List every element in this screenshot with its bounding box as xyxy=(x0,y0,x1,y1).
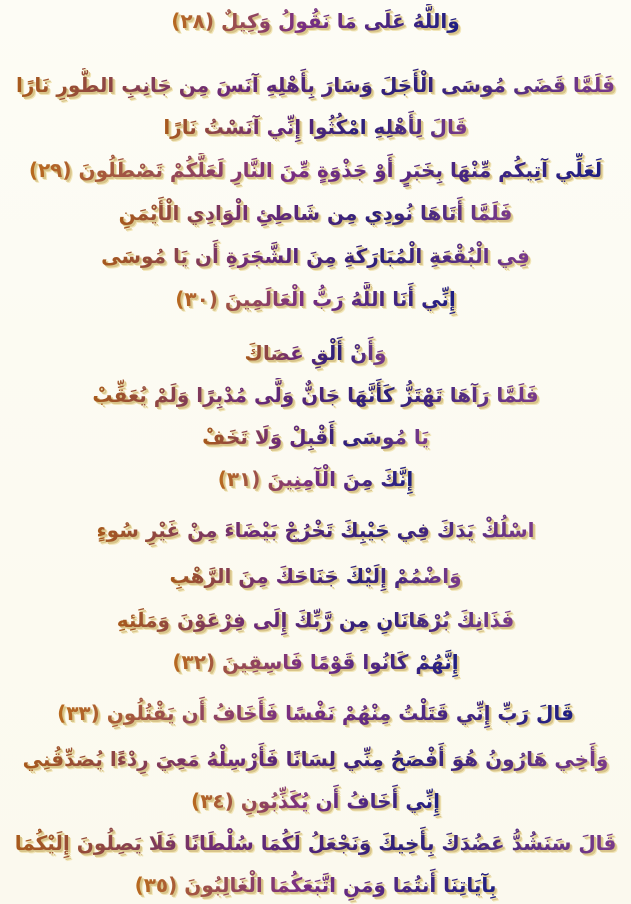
verse-text: فَلَمَّا أَتَاهَا نُودِي مِن شَاطِئِ الْوَادِي الْأَيْمَنِ xyxy=(119,196,513,230)
verse-line xyxy=(0,196,631,230)
verse-line xyxy=(0,645,631,679)
verse-line xyxy=(0,239,631,273)
verse-text: بِآيَاتِنَا أَنتُمَا وَمَنِ اتَّبَعَكُمَا الْغَالِبُونَ (٣٥) xyxy=(135,868,497,902)
verse-line xyxy=(0,68,631,102)
verse-line xyxy=(0,462,631,496)
verse-line xyxy=(0,559,631,593)
verse-line xyxy=(0,513,631,547)
verse-line xyxy=(0,742,631,776)
verse-line xyxy=(0,784,631,818)
verse-text: إِنَّكَ مِنَ الْآمِنِينَ (٣١) xyxy=(218,462,414,496)
verse-text: فَذَانِكَ بُرْهَانَانِ مِن رَّبِّكَ إِلَى فِرْعَوْنَ وَمَلَئِهِ xyxy=(117,603,515,637)
verse-line xyxy=(0,696,631,730)
verse-text: قَالَ لِأَهْلِهِ امْكُثُوا إِنِّي آنَسْتُ نَارًا xyxy=(163,110,467,144)
verse-text: اسْلُكْ يَدَكَ فِي جَيْبِكَ تَخْرُجْ بَيْضَاءَ مِنْ غَيْرِ سُوءٍ xyxy=(96,513,534,547)
verse-text: وَأَنْ أَلْقِ عَصَاكَ xyxy=(245,336,387,370)
verse-line xyxy=(0,4,631,38)
verse-text: فَلَمَّا رَآهَا تَهْتَزُّ كَأَنَّهَا جَانٌّ وَلَّى مُدْبِرًا وَلَمْ يُعَقِّبْ xyxy=(92,378,538,412)
verse-text: وَاضْمُمْ إِلَيْكَ جَنَاحَكَ مِنَ الرَّهْبِ xyxy=(169,559,461,593)
verse-text: يَا مُوسَى أَقْبِلْ وَلَا تَخَفْ xyxy=(202,420,429,454)
verse-line xyxy=(0,110,631,144)
verse-text: إِنِّي أَنَا اللَّهُ رَبُّ الْعَالَمِينَ (٣٠) xyxy=(175,282,456,316)
verse-text: إِنِّي أَخَافُ أَن يُكَذِّبُونِ (٣٤) xyxy=(191,784,440,818)
verse-text: فَلَمَّا قَضَى مُوسَى الْأَجَلَ وَسَارَ بِأَهْلِهِ آنَسَ مِن جَانِبِ الطُّورِ نَارًا xyxy=(16,68,615,102)
verse-line xyxy=(0,336,631,370)
verse-text: وَأَخِي هَارُونُ هُوَ أَفْصَحُ مِنِّي لِسَانًا فَأَرْسِلْهُ مَعِيَ رِدْءًا يُصَدِّقُنِي xyxy=(23,742,609,776)
verse-text: وَاللَّهُ عَلَى مَا نَقُولُ وَكِيلٌ (٢٨) xyxy=(171,4,459,38)
verse-line xyxy=(0,826,631,860)
verse-line xyxy=(0,378,631,412)
verse-text: إِنَّهُمْ كَانُوا قَوْمًا فَاسِقِينَ (٣٢) xyxy=(172,645,458,679)
verse-text: قَالَ رَبِّ إِنِّي قَتَلْتُ مِنْهُمْ نَفْسًا فَأَخَافُ أَن يَقْتُلُونِ (٣٣) xyxy=(57,696,574,730)
verse-line xyxy=(0,603,631,637)
verse-text: لَعَلِّي آتِيكُم مِّنْهَا بِخَبَرٍ أَوْ جَذْوَةٍ مِّنَ النَّارِ لَعَلَّكُمْ تَصْطَلُونَ (٢٩) xyxy=(29,153,602,187)
verse-line xyxy=(0,420,631,454)
verse-line xyxy=(0,868,631,902)
verse-text: فِي الْبُقْعَةِ الْمُبَارَكَةِ مِنَ الشَّجَرَةِ أَن يَا مُوسَى xyxy=(101,239,530,273)
verse-text: قَالَ سَنَشُدُّ عَضُدَكَ بِأَخِيكَ وَنَجْعَلُ لَكُمَا سُلْطَانًا فَلَا يَصِلُونَ إِلَيْكُمَا xyxy=(15,826,617,860)
verse-line xyxy=(0,153,631,187)
verse-line xyxy=(0,282,631,316)
